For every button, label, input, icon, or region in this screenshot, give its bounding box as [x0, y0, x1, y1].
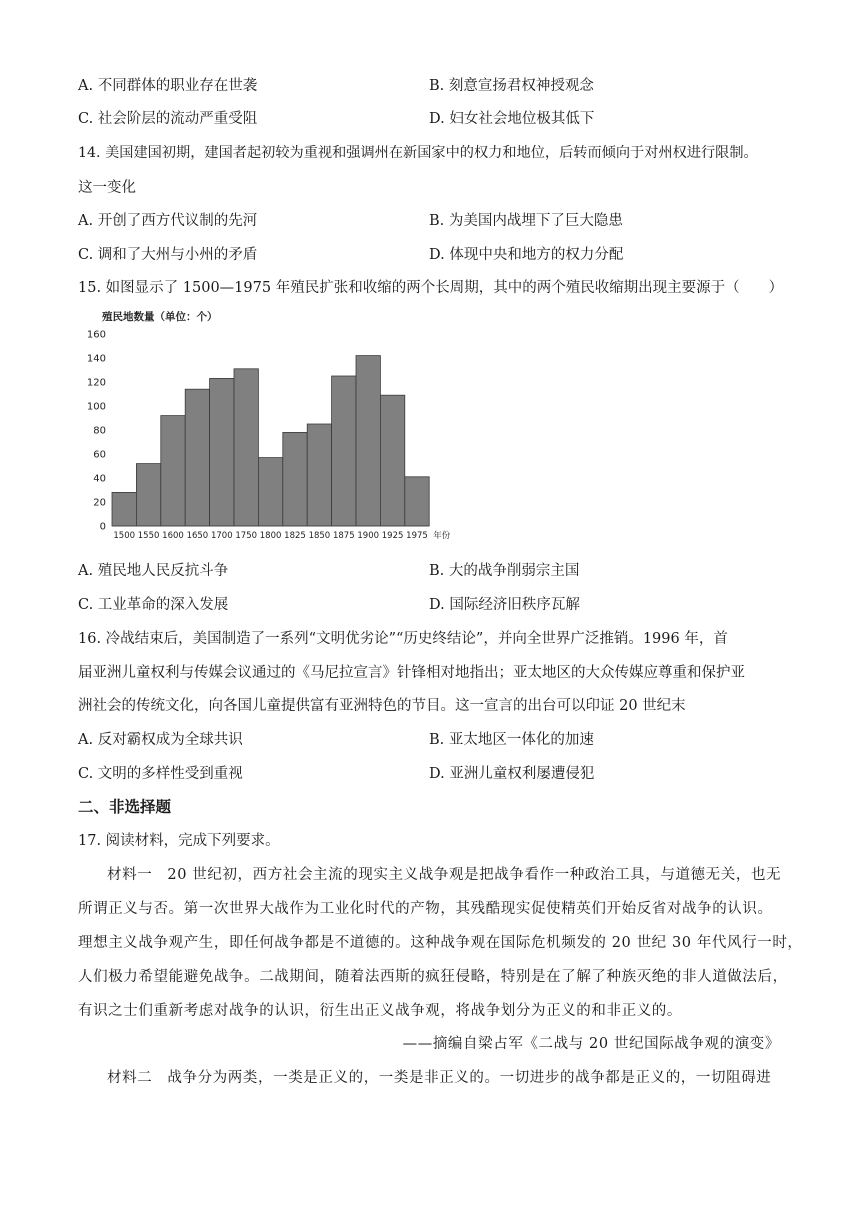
q14-option-b: B. 为美国内战埋下了巨大隐患	[429, 213, 623, 229]
q14-option-a: A. 开创了西方代议制的先河	[78, 213, 258, 229]
y-tick-label: 120	[86, 377, 106, 389]
x-tick-label: 1925	[381, 531, 404, 541]
q13-option-a: A. 不同群体的职业存在世袭	[78, 78, 258, 94]
x-tick-label: 1700	[210, 531, 233, 541]
y-tick-label: 60	[93, 449, 106, 461]
y-tick-label: 20	[93, 497, 106, 509]
bar-1925	[380, 395, 404, 526]
bar-1975	[405, 477, 429, 526]
q15-stem: 15. 如图显示了 1500—1975 年殖民扩张和收缩的两个长周期，其中的两个殖民收缩期出现主要源于（ ）	[78, 280, 784, 296]
bar-1900	[356, 356, 380, 526]
y-tick-label: 0	[99, 521, 106, 533]
bar-1650	[185, 389, 209, 526]
q16-stem-line1: 16. 冷战结束后，美国制造了一系列“文明优劣论”“历史终结论”，并向全世界广泛推销。1996 年，首	[78, 631, 728, 647]
q16-stem-line2: 届亚洲儿童权利与传媒会议通过的《马尼拉宣言》针锋相对地指出；亚太地区的大众传媒应尊重和保护亚	[78, 665, 745, 681]
bar-1800	[258, 458, 282, 526]
q14-stem-line2: 这一变化	[78, 180, 136, 196]
x-tick-label: 1900	[357, 531, 380, 541]
chart-ylabel: 殖民地数量（单位：个）	[102, 311, 218, 323]
chart-y-axis	[87, 330, 106, 533]
bar-1750	[234, 369, 258, 526]
q14-option-d: D. 体现中央和地方的权力分配	[429, 247, 624, 263]
bar-1700	[210, 378, 234, 526]
bar-1875	[332, 376, 356, 526]
q16-option-b: B. 亚太地区一体化的加速	[429, 732, 594, 748]
q13-option-c: C. 社会阶层的流动严重受阻	[78, 111, 258, 127]
y-tick-label: 100	[86, 401, 106, 413]
bar-1825	[283, 432, 307, 526]
material1-line1: 材料一 20 世纪初，西方社会主流的现实主义战争观是把战争看作一种政治工具，与道德无关，也无	[107, 867, 782, 883]
x-tick-label: 1500	[113, 531, 136, 541]
bar-1600	[161, 416, 185, 526]
q16-option-c: C. 文明的多样性受到重视	[78, 766, 243, 782]
q14-stem-line1: 14. 美国建国初期，建国者起初较为重视和强调州在新国家中的权力和地位，后转而倾向于对州权进行限制。	[78, 145, 758, 161]
chart-x-axis	[112, 526, 429, 541]
q15-option-b: B. 大的战争削弱宗主国	[429, 563, 580, 579]
x-tick-label: 1600	[162, 531, 184, 541]
x-tick-label: 1825	[284, 531, 306, 541]
x-tick-label: 1975	[406, 531, 428, 541]
q13-option-d: D. 妇女社会地位极其低下	[429, 111, 595, 127]
x-tick-label: 1875	[332, 531, 355, 541]
material2-line1: 材料二 战争分为两类，一类是正义的，一类是非正义的。一切进步的战争都是正义的，一切阻碍进	[107, 1070, 772, 1086]
material1-line3: 理想主义战争观产生，即任何战争都是不道德的。这种战争观在国际危机频发的 20 世纪 30 年代风行一时，	[78, 935, 803, 951]
colony-bar-chart	[78, 304, 478, 544]
y-tick-label: 140	[86, 353, 106, 365]
q15-option-a: A. 殖民地人民反抗斗争	[78, 563, 229, 579]
section-title-non-choice: 二、非选择题	[78, 798, 172, 816]
material1-line5: 有识之士们重新考虑对战争的认识，衍生出正义战争观，将战争划分为正义的和非正义的。	[78, 1003, 682, 1019]
material1-line4: 人们极力希望能避免战争。二战期间，随着法西斯的疯狂侵略，特别是在了解了种族灭绝的非人道做法后，	[78, 969, 788, 985]
q13-option-b: B. 刻意宣扬君权神授观念	[429, 78, 594, 94]
y-tick-label: 80	[93, 425, 106, 437]
chart-bars	[112, 356, 429, 526]
material1-source: ——摘编自梁占军《二战与 20 世纪国际战争观的演变》	[402, 1036, 780, 1052]
q15-option-d: D. 国际经济旧秩序瓦解	[429, 597, 580, 613]
x-tick-label: 1550	[137, 531, 160, 541]
x-tick-label: 1800	[259, 531, 282, 541]
chart-xlabel: 年份	[433, 531, 451, 541]
q16-option-a: A. 反对霸权成为全球共识	[78, 732, 243, 748]
bar-1500	[112, 492, 136, 526]
q16-stem-line3: 洲社会的传统文化，向各国儿童提供富有亚洲特色的节目。这一宣言的出台可以印证 20 世纪末	[78, 698, 686, 714]
y-tick-label: 160	[86, 329, 106, 341]
q14-option-c: C. 调和了大州与小州的矛盾	[78, 247, 258, 263]
material1-line2: 所谓正义与否。第一次世界大战作为工业化时代的产物，其残酷现实促使精英们开始反省对战争的认识。	[78, 901, 773, 917]
x-tick-label: 1850	[308, 531, 331, 541]
bar-1550	[136, 464, 160, 526]
q17-stem: 17. 阅读材料，完成下列要求。	[78, 833, 280, 849]
q15-option-c: C. 工业革命的深入发展	[78, 597, 229, 613]
x-tick-label: 1750	[235, 531, 258, 541]
y-tick-label: 40	[93, 473, 106, 485]
bar-1850	[307, 424, 331, 526]
q16-option-d: D. 亚洲儿童权利屡遭侵犯	[429, 766, 595, 782]
x-tick-label: 1650	[186, 531, 209, 541]
